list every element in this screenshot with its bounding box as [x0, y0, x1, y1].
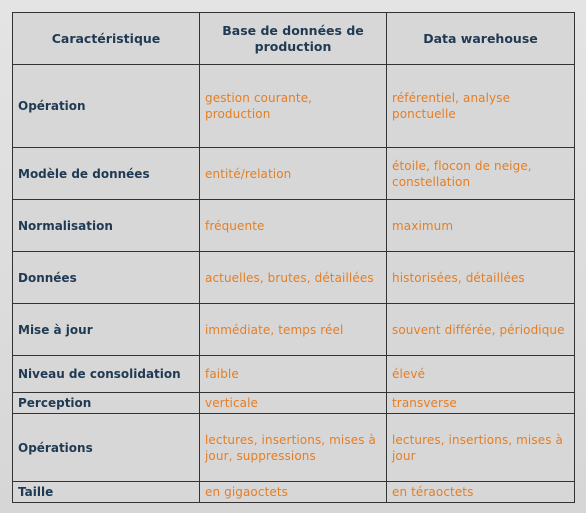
- table-header: [13, 13, 575, 65]
- row-label-operations: Opérations: [13, 414, 200, 482]
- table-row: [13, 65, 575, 148]
- table-row: [13, 356, 575, 393]
- production-value-normalisation: fréquente: [200, 200, 387, 252]
- header-characteristic: Caractéristique: [13, 13, 200, 65]
- row-label-operation: Opération: [13, 65, 200, 148]
- production-value-data-model: entité/relation: [200, 148, 387, 200]
- production-value-operations: lectures, insertions, mises à jour, suppressions: [200, 414, 387, 482]
- warehouse-value-data-model: étoile, flocon de neige, constellation: [387, 148, 575, 200]
- row-label-data-model: Modèle de données: [13, 148, 200, 200]
- row-label-size: Taille: [13, 482, 200, 503]
- production-value-update: immédiate, temps réel: [200, 304, 387, 356]
- production-value-size: en gigaoctets: [200, 482, 387, 503]
- table-row: [13, 252, 575, 304]
- table-row: [13, 148, 575, 200]
- table-row: [13, 482, 575, 503]
- warehouse-value-normalisation: maximum: [387, 200, 575, 252]
- warehouse-value-perception: transverse: [387, 393, 575, 414]
- row-label-perception: Perception: [13, 393, 200, 414]
- warehouse-value-operations: lectures, insertions, mises à jour: [387, 414, 575, 482]
- table-row: [13, 200, 575, 252]
- row-label-consolidation: Niveau de consolidation: [13, 356, 200, 393]
- production-value-operation: gestion courante, production: [200, 65, 387, 148]
- table-row: [13, 304, 575, 356]
- row-label-normalisation: Normalisation: [13, 200, 200, 252]
- warehouse-value-size: en téraoctets: [387, 482, 575, 503]
- header-row: [13, 13, 575, 65]
- comparison-table: [12, 12, 575, 503]
- production-value-consolidation: faible: [200, 356, 387, 393]
- warehouse-value-consolidation: élevé: [387, 356, 575, 393]
- row-label-data: Données: [13, 252, 200, 304]
- warehouse-value-data: historisées, détaillées: [387, 252, 575, 304]
- table-body: [13, 65, 575, 503]
- warehouse-value-update: souvent différée, périodique: [387, 304, 575, 356]
- table-row: [13, 393, 575, 414]
- row-label-update: Mise à jour: [13, 304, 200, 356]
- header-data-warehouse: Data warehouse: [387, 13, 575, 65]
- production-value-data: actuelles, brutes, détaillées: [200, 252, 387, 304]
- warehouse-value-operation: référentiel, analyse ponctuelle: [387, 65, 575, 148]
- table-row: [13, 414, 575, 482]
- header-production-db: Base de données de production: [200, 13, 387, 65]
- production-value-perception: verticale: [200, 393, 387, 414]
